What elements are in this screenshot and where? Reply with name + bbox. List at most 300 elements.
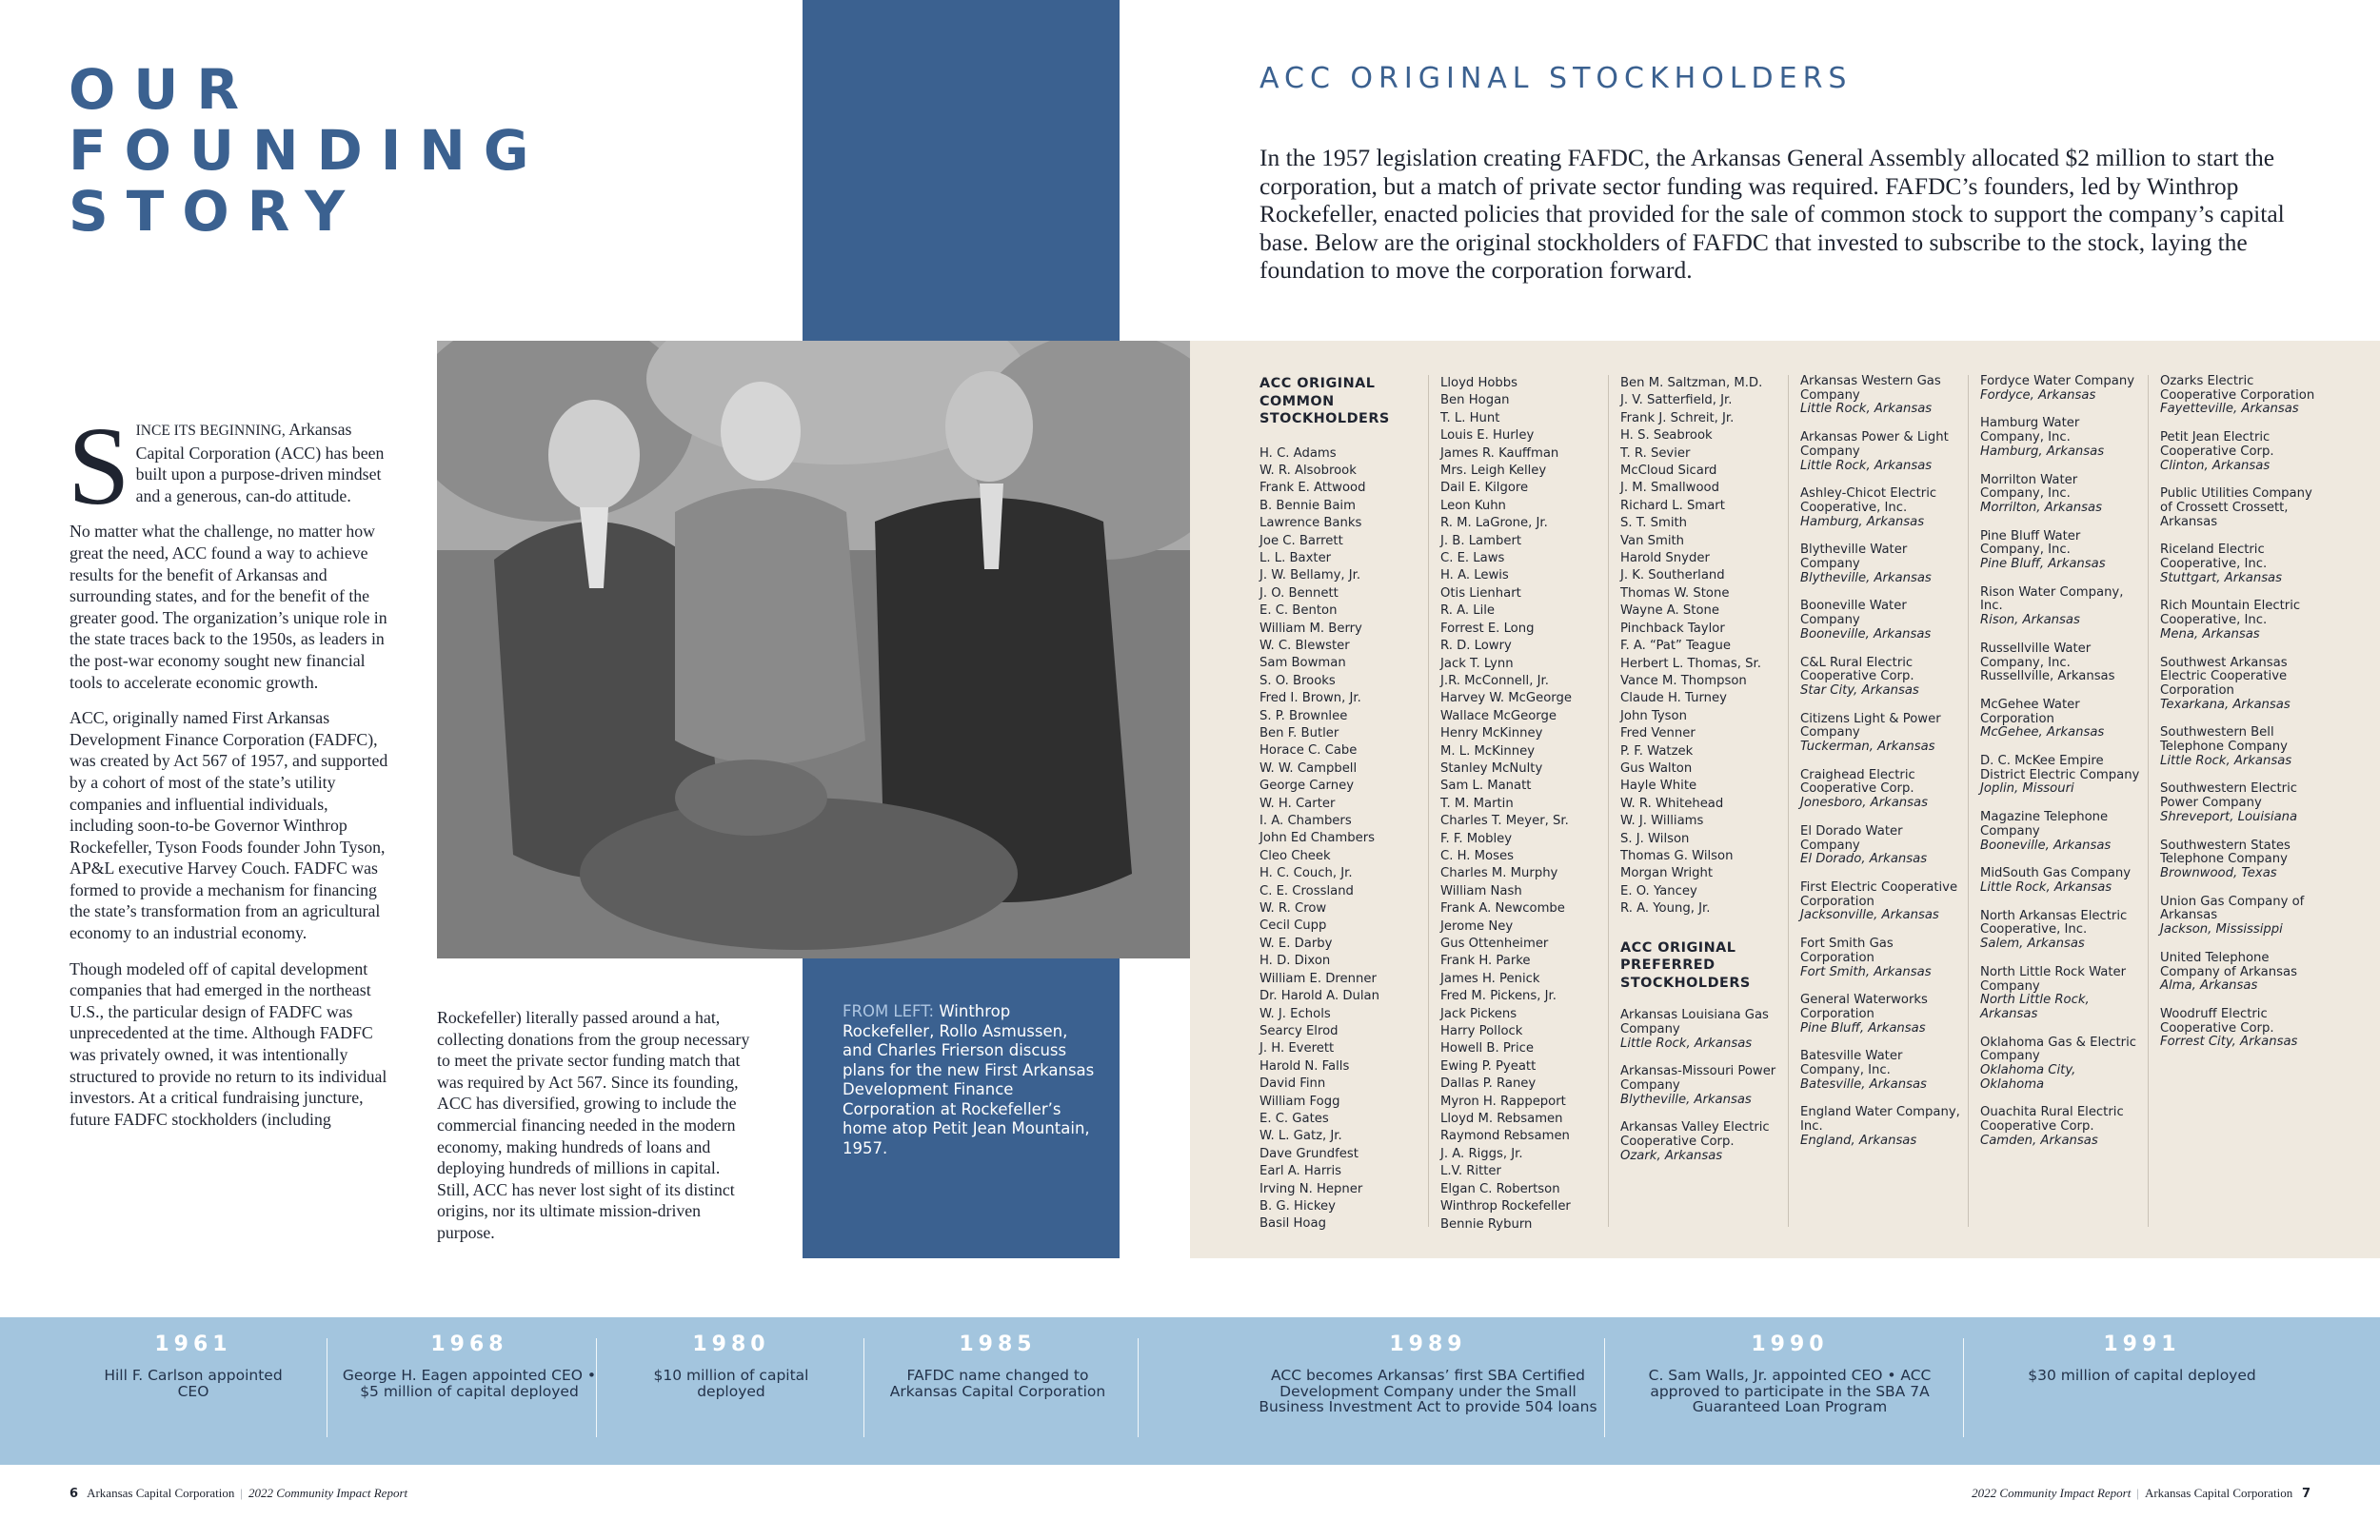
company-entry — [1980, 755, 2141, 797]
timeline-text: C. Sam Walls, Jr. appointed CEO • ACC approved to participate in the SBA 7A Guaranteed Loan Program — [1648, 1367, 1932, 1415]
company-name: General Waterworks Corporation — [1800, 993, 1928, 1021]
stockholder-list — [1620, 375, 1781, 918]
timeline-entry — [1637, 1333, 1942, 1415]
stockholder-name: H. A. Lewis — [1440, 568, 1509, 583]
stockholder-name: H. S. Seabrook — [1620, 428, 1713, 444]
stockholder-name: Louis E. Hurley — [1440, 428, 1535, 444]
stockholder-name: H. C. Couch, Jr. — [1259, 866, 1353, 881]
company-name: C&L Rural Electric Cooperative Corp. — [1800, 655, 1914, 684]
company-entry — [2160, 487, 2321, 529]
stockholder-name: R. D. Lowry — [1440, 639, 1512, 654]
company-name: Blytheville Water Company — [1800, 543, 1908, 572]
stockholder-name: Joe C. Barrett — [1259, 533, 1343, 548]
company-name: Ouachita Rural Electric Cooperative Corp. — [1980, 1105, 2124, 1135]
stockholder-name: Charles T. Meyer, Sr. — [1440, 814, 1569, 829]
stockholder-name: Frank J. Schreit, Jr. — [1620, 410, 1735, 425]
stockholder-name: E. O. Yancey — [1620, 883, 1697, 898]
timeline-year: 1968 — [430, 1333, 508, 1356]
company-location: Fordyce, Arkansas — [1980, 387, 2096, 403]
stockholder-name: T. R. Sevier — [1620, 445, 1691, 461]
stockholder-name: Pinchback Taylor — [1620, 621, 1725, 636]
stockholder-name: J.R. McConnell, Jr. — [1440, 673, 1549, 688]
timeline-year: 1961 — [154, 1333, 232, 1356]
company-entry — [1800, 825, 1961, 867]
stockholder-name: R. A. Lile — [1440, 603, 1496, 619]
company-location: Little Rock, Arkansas — [1980, 879, 2112, 895]
timeline-year: 1980 — [692, 1333, 770, 1356]
stockholder-name: Jerome Ney — [1440, 918, 1514, 934]
company-location: Ozark, Arkansas — [1620, 1148, 1723, 1163]
company-entry — [1980, 867, 2141, 895]
preferred-stockholders-heading: ACC ORIGINAL PREFERRED STOCKHOLDERS — [1620, 939, 1751, 991]
company-entry — [1980, 1106, 2141, 1148]
company-name: North Arkansas Electric Cooperative, Inc. — [1980, 908, 2128, 938]
stockholder-name: Lloyd M. Rebsamen — [1440, 1112, 1563, 1127]
footer-org: Arkansas Capital Corporation — [2144, 1486, 2293, 1500]
company-location: Shreveport, Louisiana — [2160, 809, 2298, 824]
company-entry — [1980, 966, 2141, 1022]
stockholder-name: Thomas W. Stone — [1620, 585, 1730, 601]
company-entry — [1980, 474, 2141, 516]
company-entry — [1980, 1037, 2141, 1093]
company-entry — [2160, 839, 2321, 881]
footer-report: 2022 Community Impact Report — [1972, 1486, 2132, 1500]
stockholder-name: Bennie Ryburn — [1440, 1216, 1533, 1232]
company-location: Tuckerman, Arkansas — [1800, 740, 1935, 755]
company-location: Texarkana, Arkansas — [2160, 697, 2291, 712]
page-number: 6 — [69, 1487, 79, 1501]
story-paragraph: Rockefeller) literally passed around a hat, collecting donations from the group necessary to meet the private sector funding match that was required by Act 567. Since its founding, ACC has diversified, growing to include the commercial financing needed in the modern economy, making hundreds of loans and deploying hundreds of millions in capital. Still, ACC has never lost sight of its distinct origins, nor its ultimate mission-driven purpose. — [437, 1008, 750, 1242]
stockholder-name: Howell B. Price — [1440, 1041, 1535, 1056]
company-location: Stuttgart, Arkansas — [2160, 570, 2283, 585]
timeline-text: Hill F. Carlson appointed CEO — [104, 1367, 283, 1400]
caption-body: Winthrop Rockefeller, Rollo Asmussen, and Charles Frierson discuss plans for the new First Arkansas Development Finance Corporation at Rockefeller’s home atop Petit Jean Mountain, 1957. — [843, 1002, 1095, 1157]
stockholder-name: Frank H. Parke — [1440, 954, 1531, 969]
timeline-text: $30 million of capital deployed — [2028, 1367, 2256, 1384]
stockholder-name: Lloyd Hobbs — [1440, 376, 1518, 390]
company-entry — [2160, 726, 2321, 768]
company-name: McGehee Water Corporation — [1980, 697, 2080, 726]
stockholder-name: H. C. Adams — [1259, 445, 1337, 461]
company-name: Booneville Water Company — [1800, 599, 1907, 628]
stockholder-column-4 — [1788, 375, 1961, 1227]
company-name: Morrilton Water Company, Inc. — [1980, 472, 2078, 502]
company-location: Little Rock, Arkansas — [1620, 1036, 1753, 1051]
company-name: Petit Jean Electric Cooperative Corp. — [2160, 430, 2274, 459]
stockholder-name: S. P. Brownlee — [1259, 708, 1348, 723]
company-entry — [2160, 600, 2321, 642]
stockholder-name: W. J. Echols — [1259, 1006, 1331, 1021]
stockholder-name: J. H. Everett — [1259, 1041, 1335, 1056]
company-location: Brownwood, Texas — [2160, 865, 2277, 880]
stockholder-name: Irving N. Hepner — [1259, 1181, 1363, 1196]
company-name: Ozarks Electric Cooperative Corporation — [2160, 374, 2315, 403]
company-entry — [1980, 375, 2141, 403]
stockholder-name: W. J. Williams — [1620, 814, 1704, 829]
company-entry — [1980, 811, 2141, 853]
stockholder-name: W. C. Blewster — [1259, 638, 1350, 653]
company-name: Craighead Electric Cooperative Corp. — [1800, 767, 1915, 797]
stockholder-name: Dail E. Kilgore — [1440, 481, 1529, 496]
company-location: Joplin, Missouri — [1980, 781, 2074, 797]
timeline-text: $10 million of capital deployed — [653, 1367, 809, 1400]
company-location: Fayetteville, Arkansas — [2160, 402, 2299, 417]
company-location: England, Arkansas — [1800, 1133, 1917, 1148]
company-name: Southwest Arkansas Electric Cooperative Corporation — [2160, 655, 2288, 698]
stockholder-name: Frank A. Newcombe — [1440, 901, 1565, 917]
stockholder-name: Cecil Cupp — [1259, 918, 1327, 934]
decorative-blue-band — [803, 0, 1120, 341]
timeline-entry — [874, 1333, 1121, 1399]
stockholder-name: William M. Berry — [1259, 621, 1362, 636]
stockholder-name: William Nash — [1440, 883, 1522, 898]
stockholder-name: Richard L. Smart — [1620, 498, 1725, 513]
timeline-year: 1989 — [1389, 1333, 1467, 1356]
company-list — [2160, 375, 2321, 1050]
stockholder-name: Herbert L. Thomas, Sr. — [1620, 656, 1761, 671]
story-paragraph — [68, 404, 388, 528]
title-line: OUR — [69, 57, 258, 122]
stockholder-name: S. T. Smith — [1620, 516, 1688, 531]
stockholder-name: E. C. Gates — [1259, 1111, 1329, 1126]
photo-caption — [843, 1002, 1095, 1158]
company-name: Ashley-Chicot Electric Cooperative, Inc. — [1800, 486, 1937, 515]
stockholder-name: Winthrop Rockefeller — [1440, 1199, 1571, 1214]
stockholder-name: J. O. Bennett — [1259, 585, 1339, 601]
stockholder-name: T. M. Martin — [1440, 796, 1514, 811]
company-entry — [1800, 543, 1961, 585]
company-location: Salem, Arkansas — [1980, 937, 2085, 952]
stockholder-name: W. E. Darby — [1259, 936, 1333, 951]
company-name: MidSouth Gas Company — [1980, 866, 2132, 881]
company-name: Arkansas Louisiana Gas Company — [1620, 1008, 1769, 1037]
timeline-year: 1985 — [959, 1333, 1037, 1356]
stockholder-name: W. L. Gatz, Jr. — [1259, 1129, 1342, 1144]
company-entry — [1800, 994, 1961, 1036]
stockholder-name: George Carney — [1259, 779, 1355, 794]
story-column-left — [68, 404, 388, 1144]
stockholders-title: ACC ORIGINAL STOCKHOLDERS — [1259, 62, 1853, 95]
company-entry — [1800, 769, 1961, 811]
company-entry — [1980, 910, 2141, 952]
company-entry — [1800, 713, 1961, 755]
company-name: North Little Rock Water Company — [1980, 964, 2127, 994]
stockholder-name: W. R. Whitehead — [1620, 796, 1724, 811]
stockholder-name: I. A. Chambers — [1259, 814, 1352, 829]
story-paragraph: No matter what the challenge, no matter how great the need, ACC found a way to achieve results for the benefit of Arkansas and surrounding states, and for the benefit of the greater good. The organization’s unique role in the state traces back to the 1950s, as leaders in the post-war economy sought new financial tools to accelerate economic growth. — [69, 522, 387, 692]
company-name: Arkansas Western Gas Company — [1800, 374, 1941, 403]
company-entry — [1800, 1050, 1961, 1092]
company-location: Little Rock, Arkansas — [2160, 753, 2292, 768]
stockholder-name: Ben Hogan — [1440, 393, 1510, 408]
stockholder-name: S. O. Brooks — [1259, 673, 1336, 688]
timeline-text: FAFDC name changed to Arkansas Capital Corporation — [889, 1367, 1106, 1400]
stockholder-name: James H. Penick — [1440, 971, 1540, 986]
stockholder-column-2 — [1428, 375, 1601, 1232]
company-name: Southwestern Bell Telephone Company — [2160, 725, 2288, 755]
company-location: Morrilton, Arkansas — [1980, 500, 2102, 515]
stockholder-list — [1259, 445, 1433, 1234]
stockholder-name: B. G. Hickey — [1259, 1198, 1336, 1214]
historic-photo — [437, 341, 1190, 958]
photo-illustration — [437, 341, 1190, 958]
company-entry — [1800, 938, 1961, 979]
company-name: Riceland Electric Cooperative, Inc. — [2160, 543, 2268, 572]
stockholder-name: R. A. Young, Jr. — [1620, 901, 1711, 917]
stockholder-name: S. J. Wilson — [1620, 831, 1690, 846]
stockholder-name: Henry McKinney — [1440, 726, 1543, 741]
stockholder-name: J. V. Satterfield, Jr. — [1620, 393, 1733, 408]
stockholder-name: Sam Bowman — [1259, 656, 1346, 671]
company-entry — [2160, 782, 2321, 824]
stockholder-name: Forrest E. Long — [1440, 621, 1535, 636]
stockholder-name: J. M. Smallwood — [1620, 481, 1719, 496]
company-location: Jackson, Mississippi — [2160, 922, 2283, 938]
timeline-divider — [1963, 1338, 1964, 1437]
stockholder-name: Fred Venner — [1620, 726, 1696, 741]
stockholder-name: Ben F. Butler — [1259, 726, 1339, 740]
stockholder-name: John Tyson — [1620, 708, 1687, 723]
company-name: Batesville Water Company, Inc. — [1800, 1049, 1903, 1078]
company-name: Russellville Water Company, Inc. Russellville, Arkansas — [1980, 641, 2115, 684]
company-entry — [1980, 586, 2141, 628]
stockholder-name: F. F. Mobley — [1440, 831, 1513, 846]
stockholder-name: Mrs. Leigh Kelley — [1440, 464, 1547, 479]
company-location: Star City, Arkansas — [1800, 682, 1919, 698]
company-list — [1980, 375, 2141, 1149]
stockholder-name: W. R. Alsobrook — [1259, 463, 1357, 478]
stockholder-name: Sam L. Manatt — [1440, 779, 1532, 794]
company-entry — [2160, 543, 2321, 585]
stockholders-intro: In the 1957 legislation creating FAFDC, the Arkansas General Assembly allocated $2 million to start the corporation, but a match of private sector funding was required. FAFDC’s founders, led by Winthrop Rockefeller, enacted policies that provided for the sale of common stock to support the company’s capital base. Below are the original stockholders of FAFDC that invested to subscribe to the stock, laying the foundation to move the corporation forward. — [1259, 144, 2285, 284]
timeline-divider — [863, 1338, 864, 1437]
stockholder-name: C. E. Laws — [1440, 551, 1505, 566]
company-location: Alma, Arkansas — [2160, 978, 2258, 994]
company-location: Little Rock, Arkansas — [1800, 402, 1933, 417]
company-location: Booneville, Arkansas — [1980, 838, 2112, 853]
stockholder-name: P. F. Watzek — [1620, 743, 1694, 759]
company-location: Jonesboro, Arkansas — [1800, 796, 1928, 811]
company-location: Jacksonville, Arkansas — [1800, 908, 1939, 923]
company-name: United Telephone Company of Arkansas — [2160, 950, 2297, 979]
stockholder-name: Hayle White — [1620, 779, 1697, 794]
stockholder-name: J. W. Bellamy, Jr. — [1259, 568, 1361, 583]
page-number: 7 — [2301, 1487, 2311, 1501]
stockholder-name: Ewing P. Pyeatt — [1440, 1058, 1537, 1074]
timeline-divider — [1138, 1338, 1139, 1437]
company-name: Citizens Light & Power Company — [1800, 711, 1941, 740]
company-entry — [1620, 1121, 1781, 1163]
company-entry — [1980, 530, 2141, 572]
company-name: Woodruff Electric Cooperative Corp. — [2160, 1006, 2274, 1036]
company-location: Hamburg, Arkansas — [1800, 514, 1925, 529]
stockholder-name: Harvey W. McGeorge — [1440, 691, 1572, 706]
stockholder-name: Jack Pickens — [1440, 1006, 1517, 1021]
stockholder-name: Stanley McNulty — [1440, 760, 1543, 776]
timeline-entry — [98, 1333, 288, 1399]
company-name: Oklahoma Gas & Electric Company — [1980, 1035, 2137, 1064]
story-text: Arkansas Capital Corporation (ACC) has been built upon a purpose-driven mindset and a generous, can-do attitude. — [135, 420, 385, 505]
company-name: Magazine Telephone Company — [1980, 810, 2109, 839]
footer-org: Arkansas Capital Corporation — [87, 1486, 235, 1500]
story-paragraph: Though modeled off of capital development companies that had emerged in the northeast U.S., the particular design of FADFC was unprecedented at the time. Although FADFC was privately owned, it was intentionally structured to provide no return to its individual investors. At a critical fundraising juncture, future FADFC stockholders (including — [69, 958, 387, 1129]
stockholder-name: Dr. Harold A. Dulan — [1259, 989, 1379, 1004]
stockholder-name: J. B. Lambert — [1440, 533, 1522, 548]
stockholder-name: David Finn — [1259, 1076, 1326, 1092]
company-entry — [2160, 375, 2321, 417]
stockholder-name: R. M. LaGrone, Jr. — [1440, 516, 1548, 531]
timeline-entry — [1980, 1333, 2304, 1384]
stockholder-name: Frank E. Attwood — [1259, 481, 1366, 496]
company-name: Southwestern States Telephone Company — [2160, 838, 2291, 867]
page-title — [69, 59, 546, 242]
stockholder-name: B. Bennie Baim — [1259, 498, 1356, 513]
company-entry — [1800, 600, 1961, 642]
company-entry — [1800, 657, 1961, 699]
company-name: Public Utilities Company of Crossett Crossett, Arkansas — [2160, 486, 2312, 529]
stockholder-name: M. L. McKinney — [1440, 743, 1536, 759]
company-location: McGehee, Arkansas — [1980, 725, 2105, 740]
company-name: Pine Bluff Water Company, Inc. — [1980, 528, 2081, 558]
company-name: Fordyce Water Company — [1980, 374, 2135, 388]
company-entry — [1980, 417, 2141, 459]
timeline-entry — [336, 1333, 603, 1399]
stockholder-name: L. L. Baxter — [1259, 550, 1332, 565]
stockholder-name: Leon Kuhn — [1440, 498, 1506, 513]
stockholder-name: E. C. Benton — [1259, 603, 1338, 619]
company-entry — [2160, 1008, 2321, 1050]
stockholder-name: Otis Lienhart — [1440, 585, 1521, 601]
company-name: Arkansas Power & Light Company — [1800, 430, 1949, 459]
footer-left: 6 Arkansas Capital Corporation | 2022 Community Impact Report — [69, 1486, 408, 1501]
stockholder-name: William E. Drenner — [1259, 971, 1377, 986]
story-column-right — [437, 1007, 756, 1244]
company-entry — [1800, 431, 1961, 473]
stockholder-name: Van Smith — [1620, 533, 1685, 548]
company-name: First Electric Cooperative Corporation — [1800, 879, 1958, 909]
stockholder-name: L.V. Ritter — [1440, 1164, 1501, 1179]
preferred-list — [1620, 1009, 1781, 1163]
stockholder-column-6 — [2148, 375, 2321, 1227]
common-stockholders-heading: ACC ORIGINAL COMMON STOCKHOLDERS — [1259, 376, 1390, 426]
stockholder-name: Harry Pollock — [1440, 1024, 1523, 1039]
stockholder-name: Harold N. Falls — [1259, 1058, 1350, 1074]
company-list — [1800, 375, 1961, 1149]
stockholder-name: Wayne A. Stone — [1620, 603, 1719, 619]
stockholder-name: William Fogg — [1259, 1094, 1340, 1109]
stockholder-name: Morgan Wright — [1620, 866, 1714, 881]
stockholder-column-5 — [1968, 375, 2141, 1227]
stockholder-name: Dallas P. Raney — [1440, 1076, 1537, 1092]
company-entry — [1800, 881, 1961, 923]
stockholder-name: C. E. Crossland — [1259, 883, 1354, 898]
stockholder-column-1 — [1259, 375, 1433, 1234]
company-entry — [1800, 375, 1961, 417]
company-location: Pine Bluff, Arkansas — [1980, 557, 2106, 572]
stockholder-name: Fred I. Brown, Jr. — [1259, 691, 1361, 706]
footer-report: 2022 Community Impact Report — [248, 1486, 408, 1500]
stockholder-name: Cleo Cheek — [1259, 848, 1331, 863]
stockholder-name: Basil Hoag — [1259, 1216, 1326, 1232]
stockholder-name: J. A. Riggs, Jr. — [1440, 1146, 1523, 1161]
stockholder-name: Gus Ottenheimer — [1440, 937, 1549, 951]
story-paragraph: ACC, originally named First Arkansas Development Finance Corporation (FADFC), was created by Act 567 of 1957, and supported by a cohort of most of the state’s utility companies and influential individuals, including soon-to-be Governor Winthrop Rockefeller, Tyson Foods founder John Tyson, AP&L executive Harvey Couch. FADFC was formed to provide a mechanism for financing the state’s transformation from an agricultural economy to an industrial economy. — [69, 708, 388, 943]
company-entry — [2160, 431, 2321, 473]
stockholder-name: Jack T. Lynn — [1440, 656, 1514, 671]
stockholder-name: F. A. “Pat” Teague — [1620, 639, 1731, 654]
stockholder-name: Vance M. Thompson — [1620, 673, 1747, 688]
stockholder-name: C. H. Moses — [1440, 848, 1514, 863]
stockholder-name: H. D. Dixon — [1259, 954, 1331, 969]
company-location: North Little Rock, Arkansas — [1980, 993, 2090, 1021]
stockholder-name: W. R. Crow — [1259, 901, 1327, 917]
stockholder-name: Gus Walton — [1620, 760, 1693, 776]
company-location: El Dorado, Arkansas — [1800, 852, 1928, 867]
stockholder-name: Searcy Elrod — [1259, 1023, 1339, 1038]
stockholder-name: Thomas G. Wilson — [1620, 848, 1734, 863]
company-entry — [1980, 642, 2141, 684]
title-line: FOUNDING — [69, 118, 547, 183]
stockholder-name: James R. Kauffman — [1440, 445, 1559, 461]
company-entry — [1800, 1106, 1961, 1148]
company-location: Blytheville, Arkansas — [1800, 570, 1932, 585]
stockholder-name: Harold Snyder — [1620, 551, 1710, 566]
company-name: Arkansas-Missouri Power Company — [1620, 1064, 1776, 1093]
company-location: Fort Smith, Arkansas — [1800, 964, 1932, 979]
stockholder-name: J. K. Southerland — [1620, 568, 1725, 583]
company-entry — [2160, 657, 2321, 713]
company-entry — [1620, 1009, 1781, 1051]
timeline-year: 1990 — [1751, 1333, 1829, 1356]
stockholder-list — [1440, 375, 1601, 1234]
company-location: Booneville, Arkansas — [1800, 626, 1932, 642]
company-name: Rich Mountain Electric Cooperative, Inc. — [2160, 599, 2301, 628]
stockholder-name: Elgan C. Robertson — [1440, 1181, 1560, 1196]
company-name: Rison Water Company, Inc. — [1980, 584, 2124, 614]
stockholder-name: Earl A. Harris — [1259, 1164, 1342, 1179]
company-name: Hamburg Water Company, Inc. — [1980, 416, 2080, 445]
stockholder-column-3 — [1608, 375, 1781, 1227]
company-name: Southwestern Electric Power Company — [2160, 781, 2297, 811]
company-entry — [1800, 487, 1961, 529]
timeline-entry — [1257, 1333, 1599, 1415]
stockholder-name: John Ed Chambers — [1259, 831, 1376, 846]
stockholder-name: Wallace McGeorge — [1440, 708, 1557, 723]
company-location: Batesville, Arkansas — [1800, 1076, 1927, 1092]
timeline-divider — [1604, 1338, 1605, 1437]
company-name: D. C. McKee Empire District Electric Company — [1980, 754, 2140, 782]
stockholder-name: Raymond Rebsamen — [1440, 1129, 1570, 1144]
company-entry — [1620, 1065, 1781, 1107]
company-location: Pine Bluff, Arkansas — [1800, 1020, 1926, 1036]
company-entry — [2160, 896, 2321, 938]
company-location: Camden, Arkansas — [1980, 1133, 2098, 1148]
stockholder-name: Claude H. Turney — [1620, 691, 1727, 706]
timeline-text: ACC becomes Arkansas’ first SBA Certified Development Company under the Small Business Investment Act to provide 504 loans — [1259, 1367, 1597, 1415]
footer-right: 2022 Community Impact Report | Arkansas Capital Corporation 7 — [1972, 1486, 2311, 1501]
company-name: Fort Smith Gas Corporation — [1800, 937, 1894, 965]
stockholder-name: T. L. Hunt — [1440, 410, 1500, 425]
stockholder-name: Charles M. Murphy — [1440, 866, 1558, 881]
company-entry — [1980, 699, 2141, 740]
title-line: STORY — [69, 179, 364, 244]
company-name: Arkansas Valley Electric Cooperative Corp. — [1620, 1120, 1770, 1150]
stockholder-name: Ben M. Saltzman, M.D. — [1620, 376, 1763, 390]
company-entry — [2160, 952, 2321, 994]
stockholder-name: Dave Grundfest — [1259, 1146, 1359, 1161]
company-name: El Dorado Water Company — [1800, 823, 1903, 853]
company-name: England Water Company, Inc. — [1800, 1105, 1960, 1135]
